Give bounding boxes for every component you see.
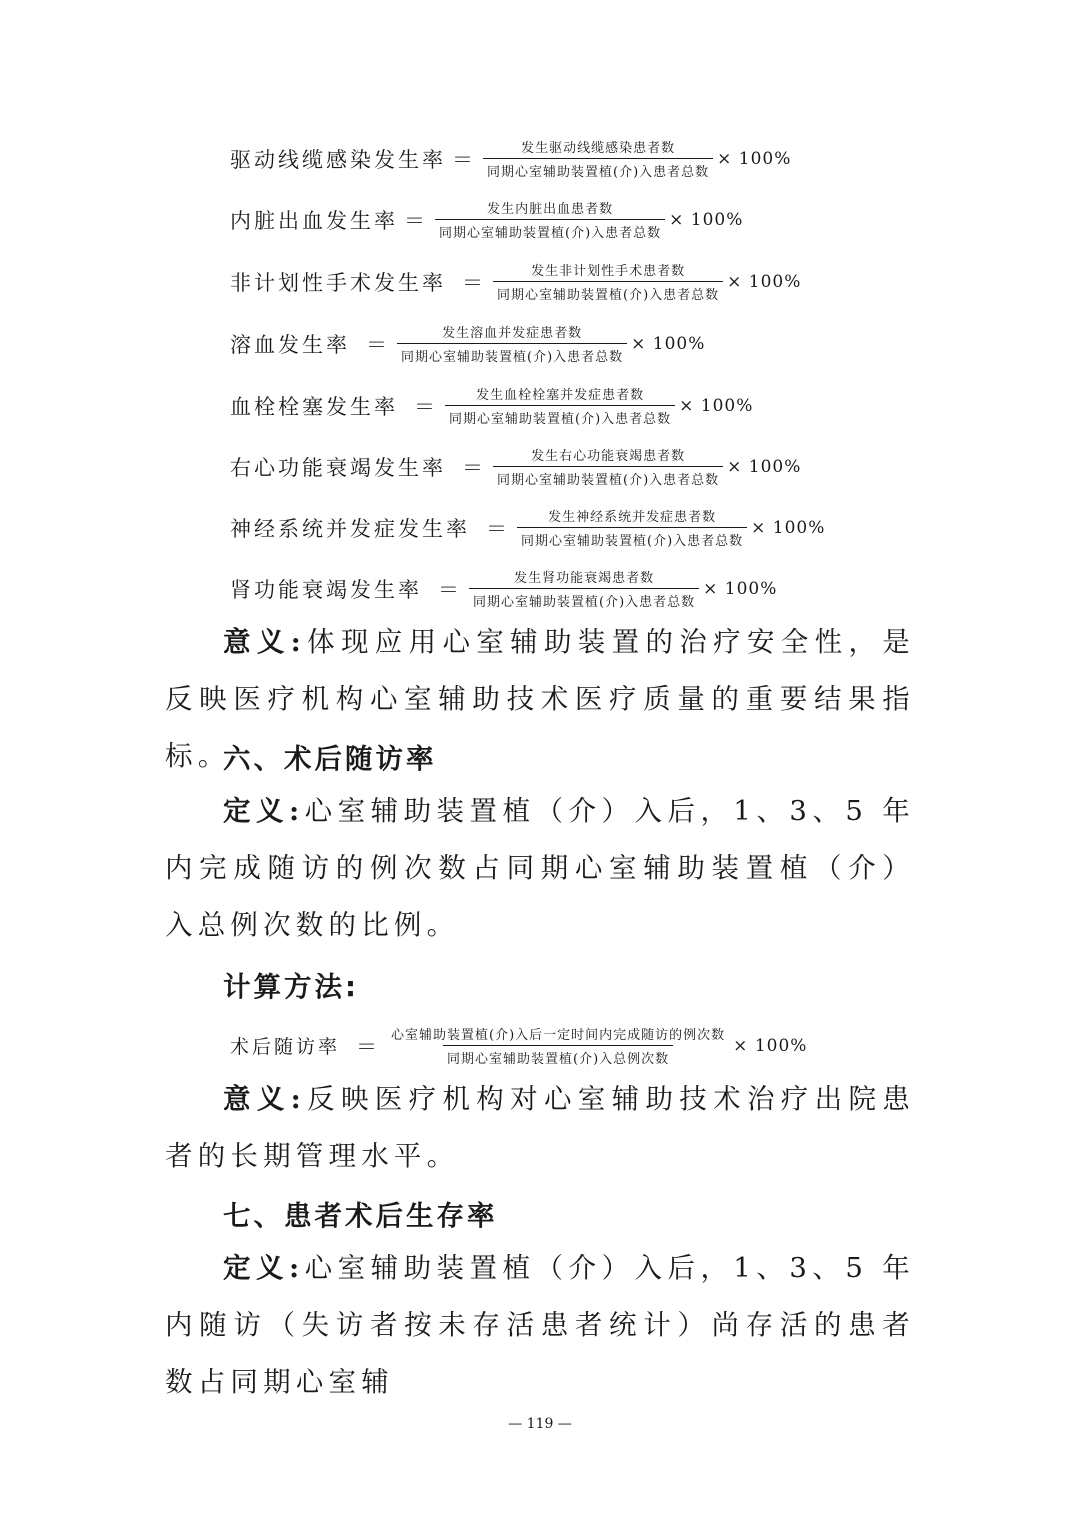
equals-sign: ＝ bbox=[414, 394, 435, 419]
definition-label: 定义: bbox=[223, 795, 305, 827]
fraction bbox=[397, 322, 627, 365]
fraction bbox=[493, 445, 723, 488]
formula-label: 神经系统并发症发生率 bbox=[230, 516, 470, 541]
numerator: 发生神经系统并发症患者数 bbox=[548, 510, 717, 525]
multiplier: × 100% bbox=[717, 148, 792, 169]
equals-sign: ＝ bbox=[366, 332, 387, 357]
equals-sign: ＝ bbox=[462, 455, 483, 480]
significance-paragraph bbox=[165, 1071, 915, 1185]
multiplier: × 100% bbox=[727, 271, 802, 292]
calculation-method-heading: 计算方法: bbox=[223, 971, 359, 1003]
fraction bbox=[517, 506, 747, 549]
formula-hemolysis bbox=[230, 322, 705, 365]
definition-label: 定义: bbox=[223, 1252, 305, 1284]
multiplier: × 100% bbox=[703, 578, 778, 599]
multiplier: × 100% bbox=[733, 1035, 808, 1056]
formula-label: 驱动线缆感染发生率 bbox=[230, 147, 446, 172]
denominator: 同期心室辅助装置植(介)入患者总数 bbox=[445, 405, 675, 427]
fraction bbox=[469, 567, 699, 610]
formula-followup-rate bbox=[230, 1024, 807, 1067]
formula-thromboembolism bbox=[230, 384, 753, 427]
definition-paragraph bbox=[165, 1240, 915, 1411]
formula-label: 术后随访率 bbox=[230, 1036, 341, 1058]
significance-text: 体现应用心室辅助装置的治疗安全性，是反映医疗机构心室辅助技术医疗质量的重要结果指标。 bbox=[165, 626, 915, 772]
denominator: 同期心室辅助装置植(介)入患者总数 bbox=[493, 466, 723, 488]
numerator: 发生右心功能衰竭患者数 bbox=[531, 449, 686, 464]
numerator: 发生溶血并发症患者数 bbox=[442, 326, 583, 341]
significance-label: 意义: bbox=[223, 1083, 307, 1115]
multiplier: × 100% bbox=[751, 517, 826, 538]
fraction bbox=[435, 198, 665, 241]
numerator: 发生肾功能衰竭患者数 bbox=[514, 571, 655, 586]
numerator: 心室辅助装置植(介)入后一定时间内完成随访的例次数 bbox=[391, 1028, 726, 1043]
fraction bbox=[483, 137, 713, 180]
formula-label: 内脏出血发生率 bbox=[230, 208, 398, 233]
equals-sign: ＝ bbox=[404, 208, 425, 233]
formula-label: 非计划性手术发生率 bbox=[230, 270, 446, 295]
formula-visceral-bleeding bbox=[230, 198, 743, 241]
numerator: 发生非计划性手术患者数 bbox=[531, 264, 686, 279]
numerator: 发生驱动线缆感染患者数 bbox=[521, 141, 676, 156]
formula-unplanned-surgery bbox=[230, 260, 801, 303]
denominator: 同期心室辅助装置植(介)入患者总数 bbox=[517, 527, 747, 549]
denominator: 同期心室辅助装置植(介)入患者总数 bbox=[397, 343, 627, 365]
formula-label: 血栓栓塞发生率 bbox=[230, 394, 398, 419]
numerator: 发生内脏出血患者数 bbox=[487, 202, 614, 217]
multiplier: × 100% bbox=[727, 456, 802, 477]
formula-driveline-infection bbox=[230, 137, 791, 180]
significance-label: 意义: bbox=[223, 626, 307, 658]
section-heading-followup-rate: 六、术后随访率 bbox=[223, 743, 437, 775]
denominator: 同期心室辅助装置植(介)入患者总数 bbox=[493, 281, 723, 303]
formula-renal-failure bbox=[230, 567, 777, 610]
denominator: 同期心室辅助装置植(介)入患者总数 bbox=[435, 219, 665, 241]
significance-text: 反映医疗机构对心室辅助技术治疗出院患者的长期管理水平。 bbox=[165, 1083, 915, 1172]
definition-text: 心室辅助装置植（介）入后，1、3、5 年内随访（失访者按未存活患者统计）尚存活的患者数占同期心室辅 bbox=[165, 1252, 915, 1398]
denominator: 同期心室辅助装置植(介)入患者总数 bbox=[469, 588, 699, 610]
fraction bbox=[493, 260, 723, 303]
multiplier: × 100% bbox=[631, 333, 706, 354]
equals-sign: ＝ bbox=[486, 516, 507, 541]
formula-label: 右心功能衰竭发生率 bbox=[230, 455, 446, 480]
equals-sign: ＝ bbox=[462, 270, 483, 295]
definition-text: 心室辅助装置植（介）入后，1、3、5 年内完成随访的例次数占同期心室辅助装置植（介）入总例次数的比例。 bbox=[165, 795, 915, 941]
formula-neurological-complication bbox=[230, 506, 825, 549]
page-number: — 119 — bbox=[508, 1416, 572, 1432]
numerator: 发生血栓栓塞并发症患者数 bbox=[476, 388, 645, 403]
fraction bbox=[445, 384, 675, 427]
equals-sign: ＝ bbox=[356, 1034, 378, 1059]
section-heading-survival-rate: 七、患者术后生存率 bbox=[223, 1200, 498, 1232]
denominator: 同期心室辅助装置植(介)入总例次数 bbox=[443, 1045, 673, 1067]
formula-label: 溶血发生率 bbox=[230, 332, 350, 357]
formula-label: 肾功能衰竭发生率 bbox=[230, 577, 422, 602]
formula-right-heart-failure bbox=[230, 445, 801, 488]
multiplier: × 100% bbox=[679, 395, 754, 416]
equals-sign: ＝ bbox=[438, 577, 459, 602]
equals-sign: ＝ bbox=[452, 147, 473, 172]
denominator: 同期心室辅助装置植(介)入患者总数 bbox=[483, 158, 713, 180]
multiplier: × 100% bbox=[669, 209, 744, 230]
definition-paragraph bbox=[165, 783, 915, 954]
fraction bbox=[387, 1024, 729, 1067]
